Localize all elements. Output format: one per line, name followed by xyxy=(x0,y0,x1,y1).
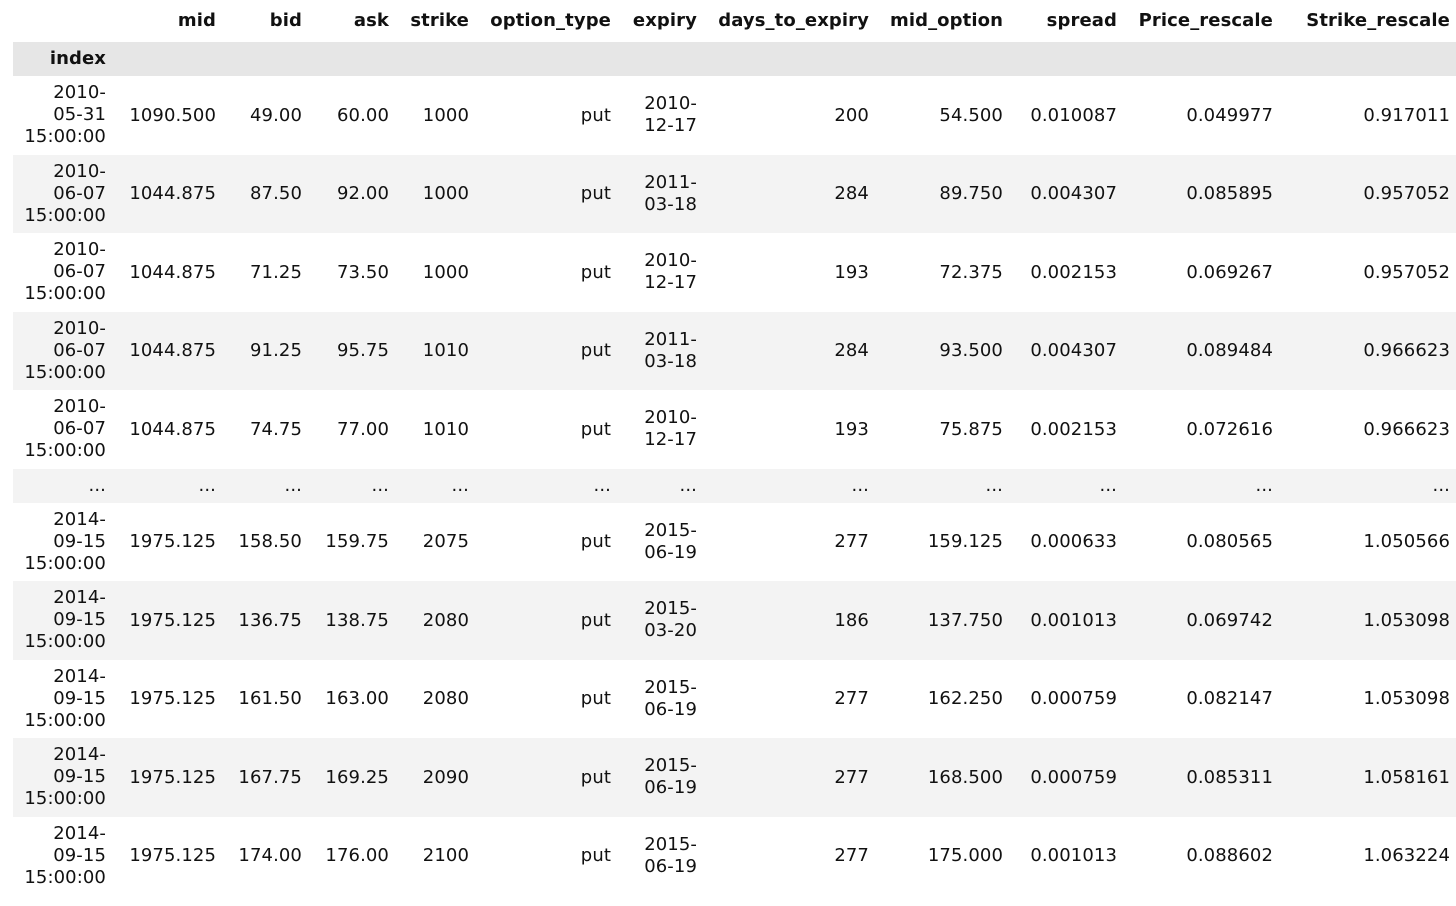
cell-expiry-part: 06-19 xyxy=(644,541,697,563)
cell-expiry-part: 2010- xyxy=(644,250,697,272)
table-row xyxy=(13,660,1456,739)
cell-strike: 2080 xyxy=(422,609,469,631)
cell-expiry-part: 2011- xyxy=(644,328,697,350)
row-index-part: 15:00:00 xyxy=(24,361,106,383)
row-index-part: 2010- xyxy=(53,239,106,261)
cell-mid-option: 159.125 xyxy=(927,531,1003,553)
row-index-part: 2014- xyxy=(53,508,106,530)
column-header-price-rescale: Price_rescale xyxy=(1123,0,1279,42)
cell-strike: 2100 xyxy=(422,845,469,867)
cell-bid: 49.00 xyxy=(249,104,302,126)
cell-mid-option: 54.500 xyxy=(939,104,1003,126)
cell-expiry xyxy=(617,503,703,582)
cell-option-type: put xyxy=(580,845,611,867)
row-index-part: 06-07 xyxy=(53,182,106,204)
cell-strike-rescale: 1.063224 xyxy=(1363,845,1450,867)
cell-expiry-part: 12-17 xyxy=(644,115,697,137)
table-row xyxy=(13,738,1456,817)
ellipsis-cell: ... xyxy=(371,474,389,496)
cell-days-to-expiry: 200 xyxy=(834,104,869,126)
ellipsis-cell: ... xyxy=(198,474,216,496)
index-name-row xyxy=(13,42,1456,76)
cell-option-type: put xyxy=(580,261,611,283)
cell-ask: 92.00 xyxy=(336,183,389,205)
cell-bid: 91.25 xyxy=(249,340,302,362)
row-index-part: 15:00:00 xyxy=(24,552,106,574)
row-index-part: 09-15 xyxy=(53,687,106,709)
cell-days-to-expiry: 284 xyxy=(834,340,869,362)
row-index xyxy=(13,233,112,312)
cell-mid-option: 93.500 xyxy=(939,340,1003,362)
cell-price-rescale: 0.069742 xyxy=(1186,609,1273,631)
row-index-part: 15:00:00 xyxy=(24,440,106,462)
cell-option-type: put xyxy=(580,766,611,788)
cell-days-to-expiry: 186 xyxy=(834,609,869,631)
cell-spread: 0.000759 xyxy=(1030,688,1117,710)
index-name-header: index xyxy=(13,42,112,76)
cell-strike: 2090 xyxy=(422,766,469,788)
column-header-option-type: option_type xyxy=(475,0,617,42)
cell-bid: 167.75 xyxy=(238,766,302,788)
row-index-part: 15:00:00 xyxy=(24,788,106,810)
table-header xyxy=(13,0,1456,76)
cell-expiry-part: 06-19 xyxy=(644,698,697,720)
cell-mid: 1975.125 xyxy=(129,845,216,867)
row-index-part: 06-07 xyxy=(53,339,106,361)
cell-strike-rescale: 1.053098 xyxy=(1363,609,1450,631)
row-index-part: 15:00:00 xyxy=(24,283,106,305)
cell-mid: 1975.125 xyxy=(129,766,216,788)
cell-spread: 0.001013 xyxy=(1030,609,1117,631)
cell-price-rescale: 0.072616 xyxy=(1186,418,1273,440)
cell-option-type: put xyxy=(580,418,611,440)
header-corner xyxy=(13,0,112,42)
cell-expiry xyxy=(617,660,703,739)
cell-expiry-part: 2015- xyxy=(644,676,697,698)
row-index-part: 2010- xyxy=(53,317,106,339)
cell-strike: 1000 xyxy=(422,261,469,283)
column-header-spread: spread xyxy=(1009,0,1123,42)
table-row xyxy=(13,155,1456,234)
ellipsis-cell: ... xyxy=(284,474,302,496)
row-index-part: 09-15 xyxy=(53,609,106,631)
row-index-part: 2014- xyxy=(53,587,106,609)
cell-strike-rescale: 1.058161 xyxy=(1363,766,1450,788)
cell-price-rescale: 0.085895 xyxy=(1186,183,1273,205)
cell-mid: 1975.125 xyxy=(129,609,216,631)
dataframe-output xyxy=(13,0,1456,895)
cell-price-rescale: 0.069267 xyxy=(1186,261,1273,283)
cell-price-rescale: 0.089484 xyxy=(1186,340,1273,362)
cell-expiry-part: 03-20 xyxy=(644,620,697,642)
cell-bid: 174.00 xyxy=(238,845,302,867)
ellipsis-cell: ... xyxy=(985,474,1003,496)
row-index-part: 15:00:00 xyxy=(24,631,106,653)
row-index-part: 09-15 xyxy=(53,844,106,866)
cell-price-rescale: 0.082147 xyxy=(1186,688,1273,710)
cell-days-to-expiry: 277 xyxy=(834,845,869,867)
cell-days-to-expiry: 277 xyxy=(834,688,869,710)
cell-expiry xyxy=(617,817,703,896)
row-index-part: 2014- xyxy=(53,665,106,687)
ellipsis-cell: ... xyxy=(1099,474,1117,496)
cell-expiry xyxy=(617,155,703,234)
column-header-row xyxy=(13,0,1456,42)
cell-expiry xyxy=(617,581,703,660)
row-index xyxy=(13,503,112,582)
row-index xyxy=(13,660,112,739)
cell-option-type: put xyxy=(580,688,611,710)
cell-expiry xyxy=(617,233,703,312)
column-header-strike: strike xyxy=(395,0,475,42)
cell-days-to-expiry: 193 xyxy=(834,261,869,283)
cell-ask: 159.75 xyxy=(325,531,389,553)
cell-mid-option: 162.250 xyxy=(927,688,1003,710)
row-index-part: 15:00:00 xyxy=(24,709,106,731)
cell-spread: 0.002153 xyxy=(1030,261,1117,283)
cell-spread: 0.004307 xyxy=(1030,340,1117,362)
row-index-part: 05-31 xyxy=(53,104,106,126)
cell-ask: 163.00 xyxy=(325,688,389,710)
ellipsis-cell: ... xyxy=(593,474,611,496)
cell-spread: 0.002153 xyxy=(1030,418,1117,440)
cell-expiry-part: 03-18 xyxy=(644,193,697,215)
cell-spread: 0.000759 xyxy=(1030,766,1117,788)
cell-strike: 2075 xyxy=(422,531,469,553)
cell-strike-rescale: 0.966623 xyxy=(1363,340,1450,362)
cell-spread: 0.000633 xyxy=(1030,531,1117,553)
cell-price-rescale: 0.085311 xyxy=(1186,766,1273,788)
cell-mid-option: 175.000 xyxy=(927,845,1003,867)
cell-mid-option: 89.750 xyxy=(939,183,1003,205)
table-row xyxy=(13,817,1456,896)
table-row xyxy=(13,233,1456,312)
cell-days-to-expiry: 277 xyxy=(834,766,869,788)
table-row xyxy=(13,312,1456,391)
cell-mid: 1044.875 xyxy=(129,340,216,362)
row-index-part: 06-07 xyxy=(53,261,106,283)
cell-spread: 0.010087 xyxy=(1030,104,1117,126)
cell-spread: 0.001013 xyxy=(1030,845,1117,867)
cell-days-to-expiry: 193 xyxy=(834,418,869,440)
table-row xyxy=(13,390,1456,469)
column-header-bid: bid xyxy=(222,0,308,42)
cell-strike: 1010 xyxy=(422,340,469,362)
cell-option-type: put xyxy=(580,531,611,553)
cell-ask: 169.25 xyxy=(325,766,389,788)
cell-mid-option: 168.500 xyxy=(927,766,1003,788)
ellipsis-cell: ... xyxy=(88,474,106,496)
cell-ask: 138.75 xyxy=(325,609,389,631)
cell-expiry-part: 12-17 xyxy=(644,429,697,451)
cell-strike: 1000 xyxy=(422,183,469,205)
cell-expiry-part: 2015- xyxy=(644,833,697,855)
row-index xyxy=(13,738,112,817)
cell-mid-option: 72.375 xyxy=(939,261,1003,283)
cell-option-type: put xyxy=(580,183,611,205)
cell-expiry xyxy=(617,76,703,155)
table-row xyxy=(13,76,1456,155)
row-index-part: 2014- xyxy=(53,744,106,766)
cell-option-type: put xyxy=(580,104,611,126)
cell-expiry-part: 2011- xyxy=(644,171,697,193)
row-index-part: 2010- xyxy=(53,160,106,182)
cell-days-to-expiry: 277 xyxy=(834,531,869,553)
row-index xyxy=(13,76,112,155)
column-header-mid-option: mid_option xyxy=(875,0,1009,42)
ellipsis-cell: ... xyxy=(451,474,469,496)
cell-strike-rescale: 1.053098 xyxy=(1363,688,1450,710)
cell-expiry xyxy=(617,738,703,817)
cell-expiry-part: 2015- xyxy=(644,598,697,620)
table-row xyxy=(13,503,1456,582)
row-index xyxy=(13,817,112,896)
ellipsis-cell: ... xyxy=(679,474,697,496)
cell-mid: 1090.500 xyxy=(129,104,216,126)
column-header-days-to-expiry: days_to_expiry xyxy=(703,0,875,42)
column-header-ask: ask xyxy=(308,0,395,42)
cell-bid: 158.50 xyxy=(238,531,302,553)
cell-ask: 95.75 xyxy=(336,340,389,362)
ellipsis-cell: ... xyxy=(1255,474,1273,496)
table-row xyxy=(13,581,1456,660)
cell-bid: 161.50 xyxy=(238,688,302,710)
ellipsis-cell: ... xyxy=(1432,474,1450,496)
cell-option-type: put xyxy=(580,609,611,631)
cell-expiry-part: 03-18 xyxy=(644,350,697,372)
cell-ask: 77.00 xyxy=(336,418,389,440)
row-index-part: 06-07 xyxy=(53,418,106,440)
ellipsis-row xyxy=(13,469,1456,503)
cell-expiry-part: 2015- xyxy=(644,519,697,541)
row-index-part: 15:00:00 xyxy=(24,204,106,226)
cell-mid-option: 75.875 xyxy=(939,418,1003,440)
cell-strike: 1010 xyxy=(422,418,469,440)
cell-strike-rescale: 0.957052 xyxy=(1363,183,1450,205)
cell-mid: 1975.125 xyxy=(129,531,216,553)
cell-ask: 73.50 xyxy=(336,261,389,283)
cell-price-rescale: 0.088602 xyxy=(1186,845,1273,867)
row-index-part: 15:00:00 xyxy=(24,866,106,888)
cell-price-rescale: 0.049977 xyxy=(1186,104,1273,126)
column-header-expiry: expiry xyxy=(617,0,703,42)
cell-mid: 1044.875 xyxy=(129,183,216,205)
ellipsis-cell: ... xyxy=(851,474,869,496)
cell-expiry-part: 2015- xyxy=(644,755,697,777)
cell-expiry-part: 06-19 xyxy=(644,777,697,799)
cell-mid: 1044.875 xyxy=(129,418,216,440)
cell-days-to-expiry: 284 xyxy=(834,183,869,205)
row-index-part: 2010- xyxy=(53,82,106,104)
column-header-strike-rescale: Strike_rescale xyxy=(1279,0,1456,42)
row-index xyxy=(13,581,112,660)
cell-expiry xyxy=(617,390,703,469)
cell-ask: 176.00 xyxy=(325,845,389,867)
cell-strike: 2080 xyxy=(422,688,469,710)
table-body xyxy=(13,76,1456,895)
cell-strike-rescale: 0.957052 xyxy=(1363,261,1450,283)
cell-bid: 71.25 xyxy=(249,261,302,283)
cell-option-type: put xyxy=(580,340,611,362)
dataframe-table xyxy=(13,0,1456,895)
cell-bid: 87.50 xyxy=(249,183,302,205)
cell-strike: 1000 xyxy=(422,104,469,126)
cell-ask: 60.00 xyxy=(336,104,389,126)
row-index xyxy=(13,155,112,234)
column-header-mid: mid xyxy=(112,0,222,42)
row-index-part: 15:00:00 xyxy=(24,126,106,148)
cell-expiry-part: 2010- xyxy=(644,93,697,115)
cell-strike-rescale: 0.966623 xyxy=(1363,418,1450,440)
cell-mid: 1044.875 xyxy=(129,261,216,283)
cell-bid: 136.75 xyxy=(238,609,302,631)
cell-expiry xyxy=(617,312,703,391)
row-index-part: 2010- xyxy=(53,396,106,418)
cell-strike-rescale: 1.050566 xyxy=(1363,531,1450,553)
row-index-part: 2014- xyxy=(53,822,106,844)
cell-expiry-part: 06-19 xyxy=(644,855,697,877)
row-index-part: 09-15 xyxy=(53,530,106,552)
cell-price-rescale: 0.080565 xyxy=(1186,531,1273,553)
row-index-part: 09-15 xyxy=(53,766,106,788)
cell-expiry-part: 2010- xyxy=(644,407,697,429)
cell-spread: 0.004307 xyxy=(1030,183,1117,205)
cell-mid: 1975.125 xyxy=(129,688,216,710)
cell-bid: 74.75 xyxy=(249,418,302,440)
row-index xyxy=(13,390,112,469)
cell-expiry-part: 12-17 xyxy=(644,272,697,294)
row-index xyxy=(13,312,112,391)
cell-strike-rescale: 0.917011 xyxy=(1363,104,1450,126)
cell-mid-option: 137.750 xyxy=(927,609,1003,631)
